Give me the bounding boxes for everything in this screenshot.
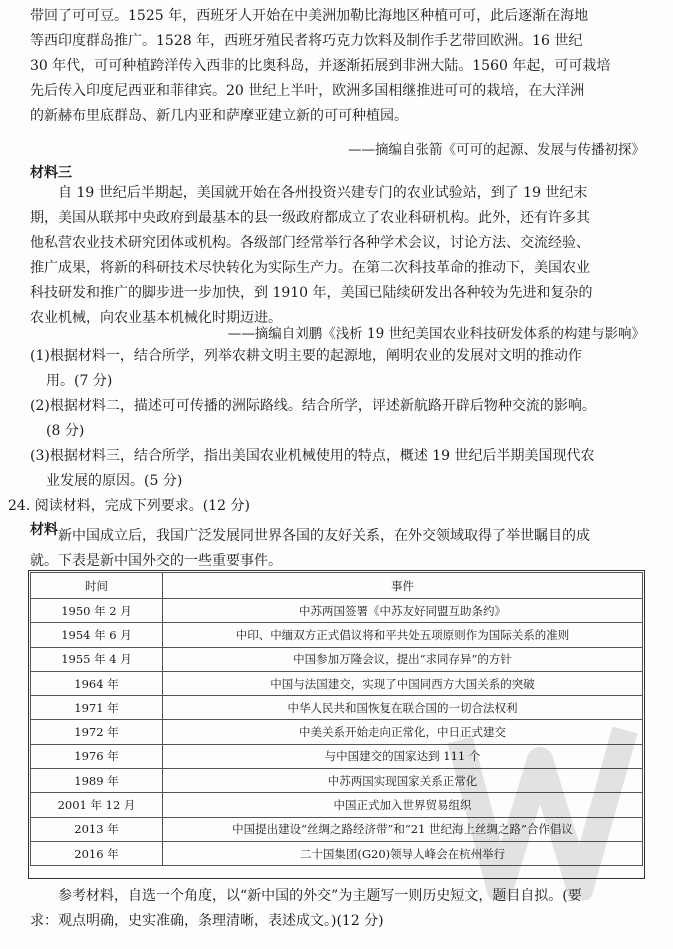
event-cell: 中国与法国建交，实现了中国同西方大国关系的突破	[163, 671, 643, 695]
material3-source: ——摘编自刘鹏《浅析 19 世纪美国农业科技研发体系的构建与影响》	[227, 326, 645, 342]
question-2-line: (2)根据材料二，描述可可传播的洲际路线。结合所学，评述新航路开辟后物种交流的影响。	[30, 398, 596, 414]
table-row	[31, 720, 643, 744]
question-2-line: (8 分)	[46, 423, 85, 439]
table-header-row	[31, 573, 643, 599]
table-row	[31, 623, 643, 647]
table-row	[31, 599, 643, 623]
event-cell: 中国参加万隆会议，提出“求同存异”的方针	[163, 647, 643, 671]
table-row	[31, 841, 643, 865]
time-cell: 1950 年 2 月	[31, 599, 163, 623]
table-row	[31, 647, 643, 671]
table-row	[31, 671, 643, 695]
q24-title: 24. 阅读材料，完成下列要求。(12 分)	[8, 498, 250, 514]
event-cell: 与中国建交的国家达到 111 个	[163, 744, 643, 768]
text-line: 科技研发和推广的脚步进一步加快，到 1910 年，美国已陆续研发出各种较为先进和复杂的	[30, 285, 593, 301]
material3-heading: 材料三	[30, 165, 72, 181]
text-line: 农业机械，向农业基本机械化时期迈进。	[30, 310, 282, 326]
text-line: 的新赫布里底群岛、新几内亚和萨摩亚建立新的可可种植园。	[30, 108, 408, 124]
event-cell: 中苏两国实现国家关系正常化	[163, 769, 643, 793]
text-line: 推广成果，将新的科研技术尽快转化为实际生产力。在第二次科技革命的推动下，美国农业	[30, 260, 590, 276]
event-cell: 二十国集团(G20)领导人峰会在杭州举行	[163, 841, 643, 865]
text-line: 新中国成立后，我国广泛发展同世界各国的友好关系，在外交领域取得了举世瞩目的成	[58, 528, 590, 544]
diplomacy-events-table	[30, 572, 643, 866]
text-line: 参考材料，自选一个角度，以“新中国的外交”为主题写一则历史短文，题目自拟。(要	[58, 888, 582, 904]
table-row	[31, 817, 643, 841]
text-line: 带回了可可豆。1525 年，西班牙人开始在中美洲加勒比海地区种植可可，此后逐渐在海地	[30, 8, 589, 24]
time-cell: 1972 年	[31, 720, 163, 744]
text-line: 先后传入印度尼西亚和菲律宾。20 世纪上半叶，欧洲多国相继推进可可的栽培，在大洋洲	[30, 83, 585, 99]
time-cell: 1989 年	[31, 769, 163, 793]
event-cell: 中苏两国签署《中苏友好同盟互助条约》	[163, 599, 643, 623]
question-1-line: (1)根据材料一，结合所学，列举农耕文明主要的起源地，阐明农业的发展对文明的推动作	[30, 348, 582, 364]
text-line: 30 年代，可可种植跨洋传入西非的比奥科岛，并逐渐拓展到非洲大陆。1560 年起，可可栽培	[30, 58, 611, 74]
column-header-time: 时间	[31, 573, 163, 599]
time-cell: 1971 年	[31, 696, 163, 720]
column-header-event: 事件	[163, 573, 643, 599]
time-cell: 2016 年	[31, 841, 163, 865]
event-cell: 中国正式加入世界贸易组织	[163, 793, 643, 817]
table-row	[31, 793, 643, 817]
event-cell: 中华人民共和国恢复在联合国的一切合法权利	[163, 696, 643, 720]
time-cell: 1964 年	[31, 671, 163, 695]
text-line: 他私营农业技术研究团体或机构。各级部门经常举行各种学术会议，讨论方法、交流经验、	[30, 235, 590, 251]
time-cell: 2013 年	[31, 817, 163, 841]
q24-requirement	[30, 884, 645, 934]
text-line: 就。下表是新中国外交的一些重要事件。	[30, 553, 282, 569]
text-line: 自 19 世纪后半期起，美国就开始在各州投资兴建专门的农业试验站，到了 19 世纪末	[58, 185, 588, 201]
time-cell: 1955 年 4 月	[31, 647, 163, 671]
table-row	[31, 696, 643, 720]
q24-material-heading: 材料	[30, 522, 58, 538]
question-3-line: (3)根据材料三，结合所学，指出美国农业机械使用的特点，概述 19 世纪后半期美国现代农	[30, 448, 595, 464]
time-cell: 1976 年	[31, 744, 163, 768]
event-cell: 中美关系开始走向正常化，中日正式建交	[163, 720, 643, 744]
event-cell: 中印、中缅双方正式倡议将和平共处五项原则作为国际关系的准则	[163, 623, 643, 647]
table-row	[31, 744, 643, 768]
material2-text	[30, 4, 645, 129]
text-line: 等西印度群岛推广。1528 年，西班牙殖民者将巧克力饮料及制作手艺带回欧洲。16 世纪	[30, 33, 583, 49]
question-3-line: 业发展的原因。(5 分)	[46, 473, 183, 489]
text-line: 期，美国从联邦中央政府到最基本的县一级政府都成立了农业科研机构。此外，还有许多其	[30, 210, 590, 226]
event-cell: 中国提出建设“丝绸之路经济带”和“21 世纪海上丝绸之路”合作倡议	[163, 817, 643, 841]
time-cell: 1954 年 6 月	[31, 623, 163, 647]
question-1-line: 用。(7 分)	[46, 373, 113, 389]
time-cell: 2001 年 12 月	[31, 793, 163, 817]
q24-intro	[30, 524, 645, 574]
table-row	[31, 769, 643, 793]
material3-text	[30, 181, 645, 331]
question-list	[30, 344, 650, 494]
text-line: 求：观点明确，史实准确，条理清晰，表述成文。)(12 分)	[30, 913, 384, 929]
material2-source: ——摘编自张箭《可可的起源、发展与传播初探》	[348, 142, 645, 158]
